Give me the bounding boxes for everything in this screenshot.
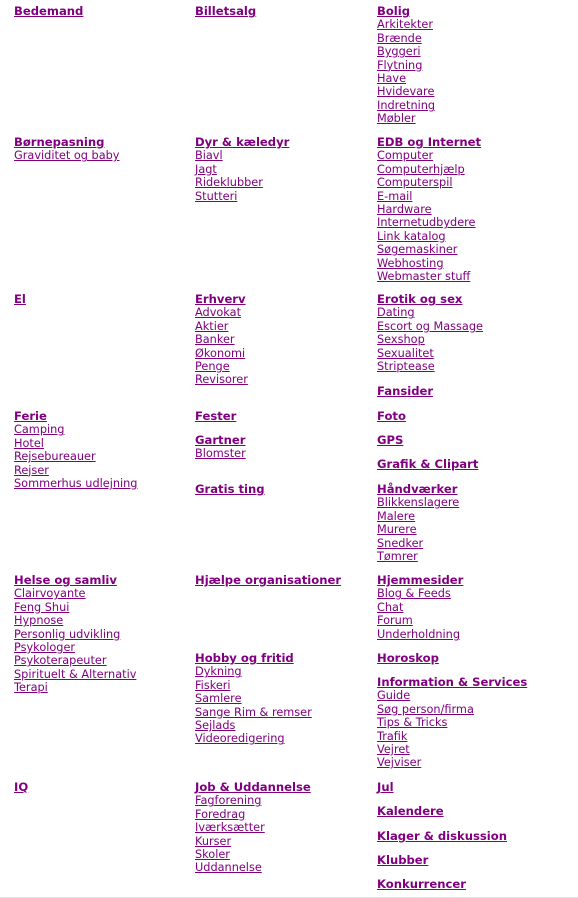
- category-heading-el[interactable]: El: [14, 292, 26, 306]
- category-klager: [377, 830, 507, 843]
- subcategory-link[interactable]: Møbler: [377, 112, 416, 126]
- category-heading-billetsalg[interactable]: Billetsalg: [195, 4, 257, 18]
- subcategory-link[interactable]: Jagt: [195, 162, 217, 176]
- category-heading-fansider[interactable]: Fansider: [377, 384, 434, 398]
- category-erotik: [377, 293, 483, 373]
- category-erhverv: [195, 293, 248, 387]
- subcategory-link[interactable]: Samlere: [195, 692, 242, 706]
- subcategory-link[interactable]: Computer: [377, 149, 434, 163]
- subcategory-link[interactable]: Terapi: [14, 681, 48, 695]
- subcategory-link[interactable]: Søg person/firma: [377, 702, 474, 716]
- category-heading-klager[interactable]: Klager & diskussion: [377, 829, 507, 843]
- subcategory-link[interactable]: Webhosting: [377, 256, 444, 270]
- category-hobby: [195, 652, 312, 746]
- subcategory-link[interactable]: Hotel: [14, 436, 44, 450]
- category-heading-job[interactable]: Job & Uddannelse: [195, 780, 311, 794]
- subcategory-link[interactable]: Skoler: [195, 848, 230, 862]
- subcategory-link[interactable]: Psykoterapeuter: [14, 654, 107, 668]
- subcategory-link[interactable]: Rideklubber: [195, 176, 263, 190]
- category-heading-fester[interactable]: Fester: [195, 409, 237, 423]
- category-haandvaerker: [377, 483, 459, 563]
- subcategory-link[interactable]: Vejviser: [377, 756, 422, 770]
- subcategory-link[interactable]: Chat: [377, 600, 404, 614]
- subcategory-link[interactable]: Fagforening: [195, 794, 262, 808]
- category-heading-grafik[interactable]: Grafik & Clipart: [377, 457, 479, 471]
- category-heading-gratis[interactable]: Gratis ting: [195, 482, 265, 496]
- subcategory-link[interactable]: Feng Shui: [14, 600, 70, 614]
- category-heading-haandvaerker[interactable]: Håndværker: [377, 482, 458, 496]
- category-heading-gartner[interactable]: Gartner: [195, 433, 246, 447]
- subcategory-link[interactable]: Søgemaskiner: [377, 243, 458, 257]
- subcategory-link[interactable]: Hardware: [377, 203, 432, 217]
- category-foto: [377, 410, 406, 423]
- subcategory-link[interactable]: Økonomi: [195, 346, 246, 360]
- category-heading-jul[interactable]: Jul: [377, 780, 394, 794]
- subcategory-link[interactable]: Malere: [377, 509, 416, 523]
- category-heading-dyr[interactable]: Dyr & kæledyr: [195, 135, 290, 149]
- subcategory-link[interactable]: E-mail: [377, 189, 413, 203]
- subcategory-link[interactable]: Psykologer: [14, 641, 76, 655]
- category-gartner: [195, 434, 246, 461]
- category-gratis: [195, 483, 265, 496]
- category-heading-horoskop[interactable]: Horoskop: [377, 651, 439, 665]
- subcategory-link[interactable]: Sexshop: [377, 333, 425, 347]
- subcategory-link[interactable]: Clairvoyante: [14, 587, 86, 601]
- subcategory-link[interactable]: Tips & Tricks: [377, 716, 448, 730]
- subcategory-link[interactable]: Rejsebureauer: [14, 450, 96, 464]
- category-heading-ferie[interactable]: Ferie: [14, 409, 47, 423]
- category-helse: [14, 574, 136, 695]
- subcategory-link[interactable]: Aktier: [195, 319, 229, 333]
- subcategory-link[interactable]: Sommerhus udlejning: [14, 477, 138, 491]
- subcategory-link[interactable]: Camping: [14, 423, 65, 437]
- category-heading-bedemand[interactable]: Bedemand: [14, 4, 84, 18]
- category-heading-hjemmesider[interactable]: Hjemmesider: [377, 573, 464, 587]
- category-heading-boernepasning[interactable]: Børnepasning: [14, 135, 105, 149]
- subcategory-link[interactable]: Sexualitet: [377, 346, 434, 360]
- category-heading-foto[interactable]: Foto: [377, 409, 406, 423]
- category-bolig: [377, 5, 435, 126]
- subcategory-link[interactable]: Link katalog: [377, 229, 446, 243]
- subcategory-link[interactable]: Computerhjælp: [377, 162, 465, 176]
- subcategory-link[interactable]: Sejlads: [195, 719, 236, 733]
- category-billetsalg: [195, 5, 256, 18]
- subcategory-link[interactable]: Hypnose: [14, 614, 64, 628]
- category-information: [377, 676, 527, 770]
- subcategory-link[interactable]: Kurser: [195, 834, 232, 848]
- subcategory-link[interactable]: Flytning: [377, 58, 423, 72]
- subcategory-link[interactable]: Personlig udvikling: [14, 627, 121, 641]
- category-el: [14, 293, 26, 306]
- category-edb: [377, 136, 481, 283]
- category-job: [195, 781, 311, 875]
- category-heading-hjaelpe[interactable]: Hjælpe organisationer: [195, 573, 342, 587]
- category-klubber: [377, 854, 428, 867]
- subcategory-link[interactable]: Murere: [377, 523, 417, 537]
- subcategory-link[interactable]: Escort og Massage: [377, 319, 483, 333]
- category-horoskop: [377, 652, 439, 665]
- category-heading-erotik[interactable]: Erotik og sex: [377, 292, 463, 306]
- category-heading-konkurrencer[interactable]: Konkurrencer: [377, 877, 466, 891]
- category-bedemand: [14, 5, 83, 18]
- category-dyr: [195, 136, 289, 203]
- subcategory-link[interactable]: Spirituelt & Alternativ: [14, 667, 137, 681]
- category-heading-erhverv[interactable]: Erhverv: [195, 292, 246, 306]
- subcategory-link[interactable]: Guide: [377, 689, 411, 703]
- category-heading-edb[interactable]: EDB og Internet: [377, 135, 482, 149]
- subcategory-link[interactable]: Brænde: [377, 31, 422, 45]
- category-gps: [377, 434, 403, 447]
- category-heading-iq[interactable]: IQ: [14, 780, 29, 794]
- subcategory-link[interactable]: Stutteri: [195, 189, 238, 203]
- subcategory-link[interactable]: Rejser: [14, 463, 49, 477]
- category-boernepasning: [14, 136, 119, 163]
- category-konkurrencer: [377, 878, 466, 891]
- category-fansider: [377, 385, 433, 398]
- category-iq: [14, 781, 28, 794]
- subcategory-link[interactable]: Dating: [377, 306, 415, 320]
- subcategory-link[interactable]: Underholdning: [377, 627, 461, 641]
- category-heading-kalendere[interactable]: Kalendere: [377, 804, 444, 818]
- category-heading-hobby[interactable]: Hobby og fritid: [195, 651, 294, 665]
- subcategory-link[interactable]: Tømrer: [377, 550, 418, 564]
- category-heading-information[interactable]: Information & Services: [377, 675, 528, 689]
- category-heading-gps[interactable]: GPS: [377, 433, 404, 447]
- subcategory-link[interactable]: Trafik: [377, 729, 408, 743]
- category-heading-helse[interactable]: Helse og samliv: [14, 573, 117, 587]
- category-grafik: [377, 458, 478, 471]
- subcategory-link[interactable]: Arkitekter: [377, 18, 433, 32]
- subcategory-link[interactable]: Revisorer: [195, 373, 248, 387]
- subcategory-link[interactable]: Have: [377, 72, 407, 86]
- subcategory-link[interactable]: Striptease: [377, 360, 435, 374]
- category-jul: [377, 781, 394, 794]
- category-fester: [195, 410, 236, 423]
- subcategory-link[interactable]: Indretning: [377, 98, 436, 112]
- subcategory-link[interactable]: Iværksætter: [195, 821, 265, 835]
- subcategory-link[interactable]: Snedker: [377, 536, 424, 550]
- subcategory-link[interactable]: Foredrag: [195, 807, 246, 821]
- category-hjemmesider: [377, 574, 463, 641]
- subcategory-link[interactable]: Advokat: [195, 306, 241, 320]
- category-heading-klubber[interactable]: Klubber: [377, 853, 429, 867]
- subcategory-link[interactable]: Banker: [195, 333, 235, 347]
- category-hjaelpe: [195, 574, 341, 587]
- subcategory-link[interactable]: Sange Rim & remser: [195, 705, 312, 719]
- subcategory-link[interactable]: Computerspil: [377, 176, 453, 190]
- subcategory-link[interactable]: Vejret: [377, 743, 410, 757]
- subcategory-link[interactable]: Internetudbydere: [377, 216, 476, 230]
- category-kalendere: [377, 805, 444, 818]
- subcategory-link[interactable]: Penge: [195, 360, 230, 374]
- subcategory-link[interactable]: Fiskeri: [195, 678, 231, 692]
- subcategory-link[interactable]: Blog & Feeds: [377, 587, 451, 601]
- subcategory-link[interactable]: Byggeri: [377, 45, 421, 59]
- category-ferie: [14, 410, 137, 490]
- subcategory-link[interactable]: Videoredigering: [195, 732, 285, 746]
- subcategory-link[interactable]: Uddannelse: [195, 861, 262, 875]
- category-heading-bolig[interactable]: Bolig: [377, 4, 411, 18]
- subcategory-link[interactable]: Dykning: [195, 665, 242, 679]
- subcategory-link[interactable]: Biavl: [195, 149, 223, 163]
- subcategory-link[interactable]: Hvidevare: [377, 85, 435, 99]
- subcategory-link[interactable]: Forum: [377, 614, 413, 628]
- subcategory-link[interactable]: Blikkenslagere: [377, 496, 460, 510]
- subcategory-link[interactable]: Blomster: [195, 447, 246, 461]
- subcategory-link[interactable]: Webmaster stuff: [377, 270, 471, 284]
- subcategory-link[interactable]: Graviditet og baby: [14, 149, 120, 163]
